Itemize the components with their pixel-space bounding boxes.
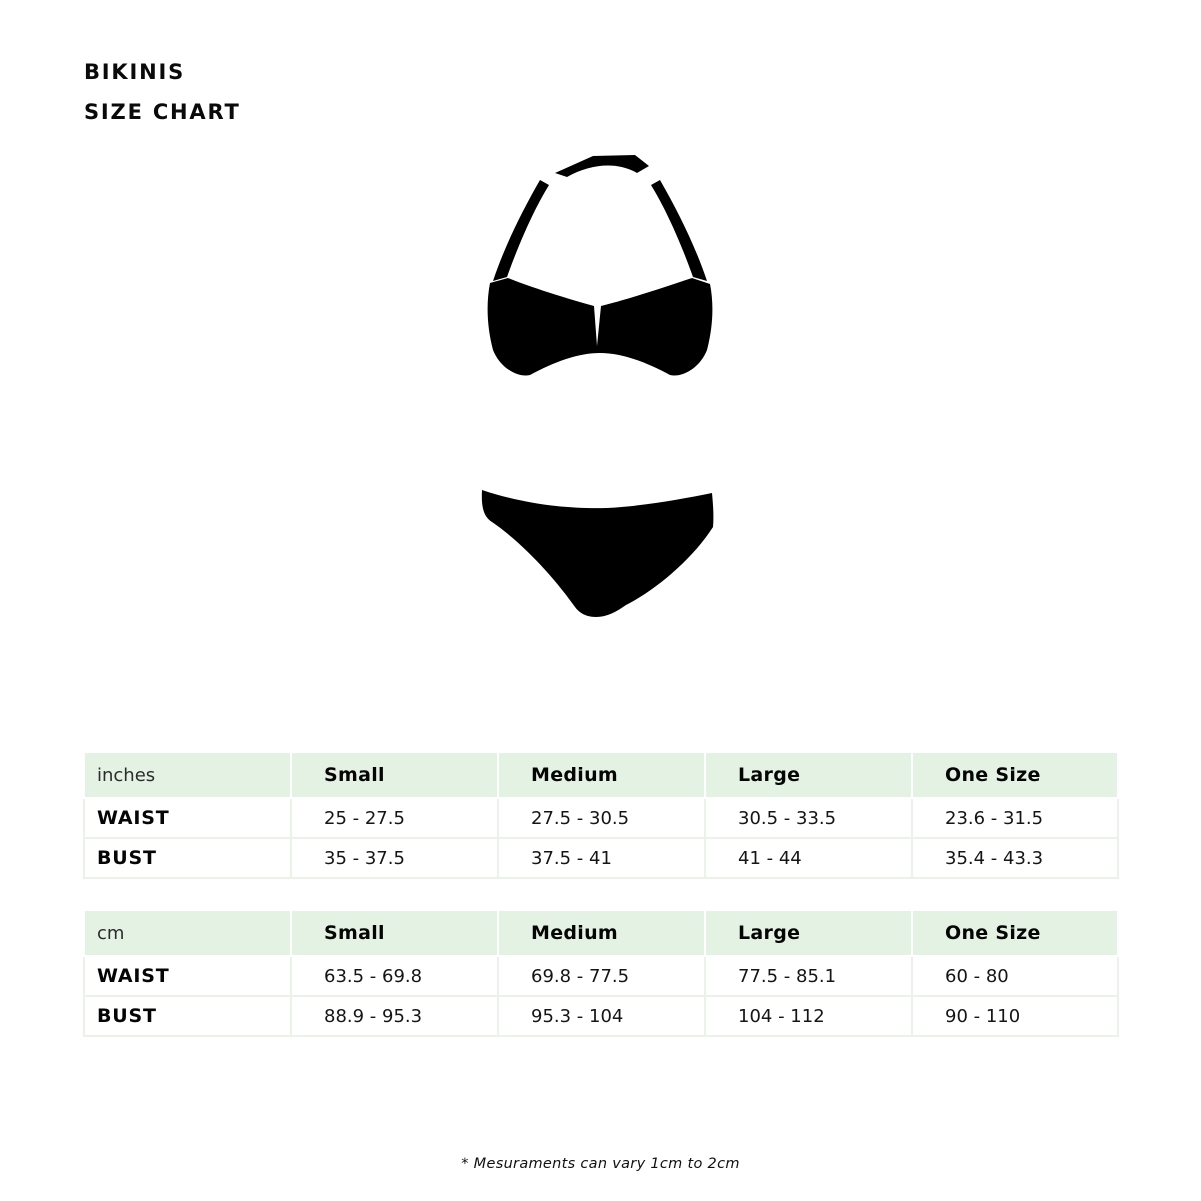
value-cell: 104 - 112 (705, 996, 912, 1036)
value-cell: 88.9 - 95.3 (291, 996, 498, 1036)
row-label-waist: WAIST (84, 956, 291, 996)
value-cell: 60 - 80 (912, 956, 1118, 996)
bikini-top-cups-shape (488, 278, 713, 376)
table-row-waist (84, 798, 1118, 838)
column-header-one-size: One Size (912, 910, 1118, 956)
unit-label-inches: inches (84, 752, 291, 798)
measurement-disclaimer: * Mesuraments can vary 1cm to 2cm (461, 1156, 740, 1172)
value-cell: 37.5 - 41 (498, 838, 705, 878)
size-table-cm (83, 909, 1119, 1037)
value-cell: 95.3 - 104 (498, 996, 705, 1036)
column-header-one-size: One Size (912, 752, 1118, 798)
column-header-medium: Medium (498, 910, 705, 956)
bikini-bottom-shape (482, 490, 714, 617)
table-row-bust (84, 838, 1118, 878)
row-label-waist: WAIST (84, 798, 291, 838)
value-cell: 25 - 27.5 (291, 798, 498, 838)
value-cell: 27.5 - 30.5 (498, 798, 705, 838)
bikini-top-neckband-shape (555, 155, 649, 177)
value-cell: 35 - 37.5 (291, 838, 498, 878)
value-cell: 35.4 - 43.3 (912, 838, 1118, 878)
column-header-small: Small (291, 752, 498, 798)
value-cell: 41 - 44 (705, 838, 912, 878)
page-title-chart: SIZE CHART (84, 100, 241, 124)
size-table-inches (83, 751, 1119, 879)
column-header-large: Large (705, 752, 912, 798)
value-cell: 69.8 - 77.5 (498, 956, 705, 996)
bikini-top-right-strap-shape (651, 180, 707, 281)
bikini-illustration (430, 120, 790, 660)
row-label-bust: BUST (84, 996, 291, 1036)
value-cell: 77.5 - 85.1 (705, 956, 912, 996)
table-row-waist (84, 956, 1118, 996)
value-cell: 63.5 - 69.8 (291, 956, 498, 996)
title-block (84, 62, 241, 123)
column-header-large: Large (705, 910, 912, 956)
column-header-small: Small (291, 910, 498, 956)
page-title-product: BIKINIS (84, 60, 186, 84)
row-label-bust: BUST (84, 838, 291, 878)
unit-label-cm: cm (84, 910, 291, 956)
table-header-row (84, 910, 1118, 956)
table-row-bust (84, 996, 1118, 1036)
bikini-top-left-strap-shape (493, 180, 549, 281)
value-cell: 30.5 - 33.5 (705, 798, 912, 838)
value-cell: 23.6 - 31.5 (912, 798, 1118, 838)
table-header-row (84, 752, 1118, 798)
value-cell: 90 - 110 (912, 996, 1118, 1036)
column-header-medium: Medium (498, 752, 705, 798)
